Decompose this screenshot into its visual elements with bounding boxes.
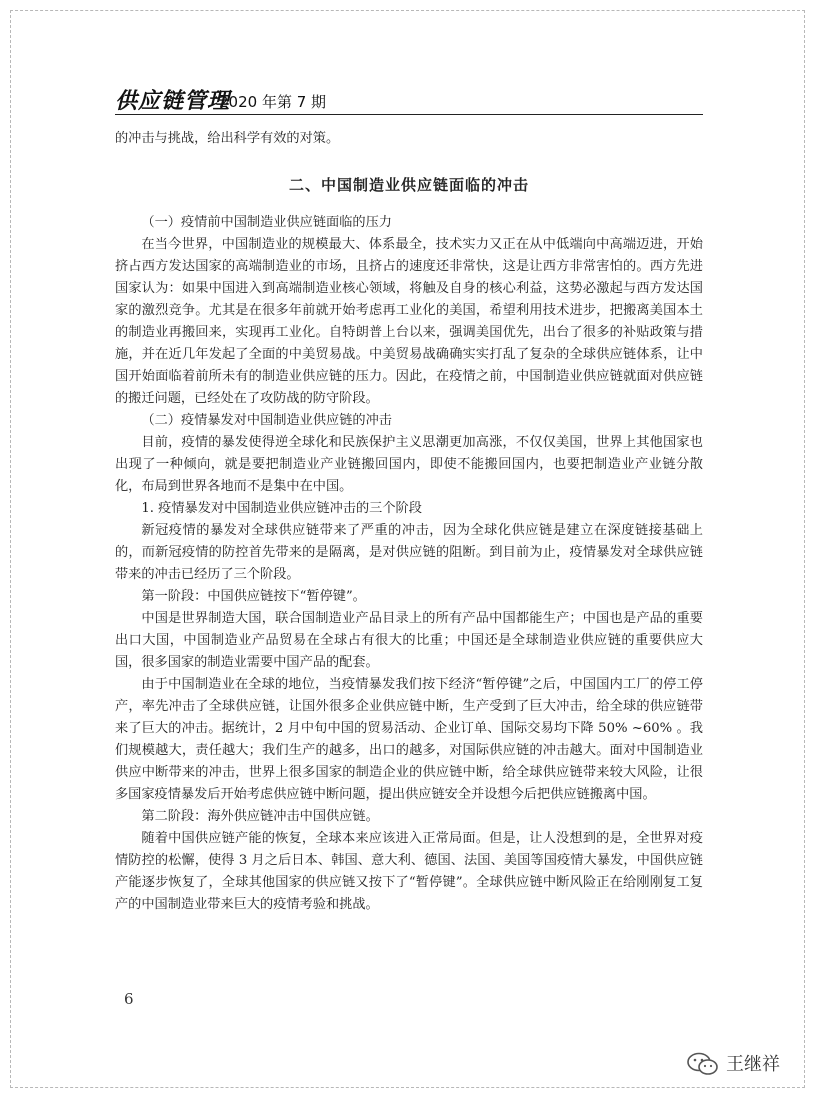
issue-label: 2020 年第 7 期 bbox=[219, 93, 327, 111]
paragraph: 在当今世界，中国制造业的规模最大、体系最全，技术实力又正在从中低端向中高端迈进，开始挤占西方发达国家的高端制造业的市场，且挤占的速度还非常快，这是让西方非常害怕的。西方先进国家认为：如果中国进入到高端制造业核心领域，将触及自身的核心利益，这势必激起与西方发达国家的激烈竞争。尤其是在很多年前就开始考虑再工业化的美国，希望利用技术进步，把搬离美国本土的制造业再搬回来，实现再工业化。自特朗普上台以来，强调美国优先，出台了很多的补贴政策与措施，并在近几年发起了全面的中美贸易战。中美贸易战确确实实打乱了复杂的全球供应链体系，让中国开始面临着前所未有的制造业供应链的压力。因此，在疫情之前，中国制造业供应链就面对供应链的搬迁问题，已经处在了攻防战的防守阶段。 bbox=[115, 237, 703, 406]
paragraph: 目前，疫情的暴发使得逆全球化和民族保护主义思潮更加高涨，不仅仅美国，世界上其他国家也出现了一种倾向，就是要把制造业产业链搬回国内，即使不能搬回国内，也要把制造业产业链分散化，布局到世界各地而不是集中在中国。 bbox=[115, 435, 703, 494]
stage-heading: 第二阶段：海外供应链冲击中国供应链。 bbox=[141, 809, 379, 824]
journal-logo: 供应链管理 bbox=[115, 88, 231, 114]
intro-continuation: 的冲击与挑战，给出科学有效的对策。 bbox=[115, 131, 340, 146]
watermark-text: 王继祥 bbox=[726, 1054, 780, 1075]
stage-heading: 第一阶段：中国供应链按下“暂停键”。 bbox=[141, 589, 366, 604]
paragraph: 新冠疫情的暴发对全球供应链带来了严重的冲击，因为全球化供应链是建立在深度链接基础上的，而新冠疫情的防控首先带来的是隔离，是对供应链的阻断。到目前为止，疫情暴发对全球供应链带来的冲击已经历了三个阶段。 bbox=[115, 523, 703, 582]
subsection-heading: （二）疫情暴发对中国制造业供应链的冲击 bbox=[141, 413, 392, 428]
paragraph: 中国是世界制造大国，联合国制造业产品目录上的所有产品中国都能生产；中国也是产品的重要出口大国，中国制造业产品贸易在全球占有很大的比重；中国还是全球制造业供应链的重要供应大国，很多国家的制造业需要中国产品的配套。 bbox=[115, 611, 703, 670]
wechat-icon bbox=[686, 1052, 720, 1076]
subsection-heading: 1. 疫情暴发对中国制造业供应链冲击的三个阶段 bbox=[141, 501, 422, 516]
paragraph: 由于中国制造业在全球的地位，当疫情暴发我们按下经济“暂停键”之后，中国国内工厂的停工停产，率先冲击了全球供应链，让国外很多企业供应链中断，生产受到了巨大冲击，给全球的供应链带来了巨大的冲击。据统计，2 月中旬中国的贸易活动、企业订单、国际交易均下降 50% ~60% 。我们规模越大，责任越大；我们生产的越多，出口的越多，对国际供应链的冲击越大。面对中国制造业供应中断带来的冲击，世界上很多国家的制造企业的供应链中断，给全球供应链带来较大风险，让很多国家疫情暴发后开始考虑供应链中断问题，提出供应链安全并设想今后把供应链搬离中国。 bbox=[115, 677, 703, 802]
section-title: 二、中国制造业供应链面临的冲击 bbox=[288, 176, 529, 194]
subsection-heading: （一）疫情前中国制造业供应链面临的压力 bbox=[141, 215, 392, 230]
article-body bbox=[115, 128, 703, 916]
journal-header bbox=[115, 84, 703, 115]
paragraph: 随着中国供应链产能的恢复，全球本来应该进入正常局面。但是，让人没想到的是，全世界对疫情防控的松懈，使得 3 月之后日本、韩国、意大利、德国、法国、美国等国疫情大暴发，中国供应链产能逐步恢复了，全球其他国家的供应链又按下了“暂停键”。全球供应链中断风险正在给刚刚复工复产的中国制造业带来巨大的疫情考验和挑战。 bbox=[115, 831, 703, 912]
page-number: 6 bbox=[124, 990, 134, 1008]
